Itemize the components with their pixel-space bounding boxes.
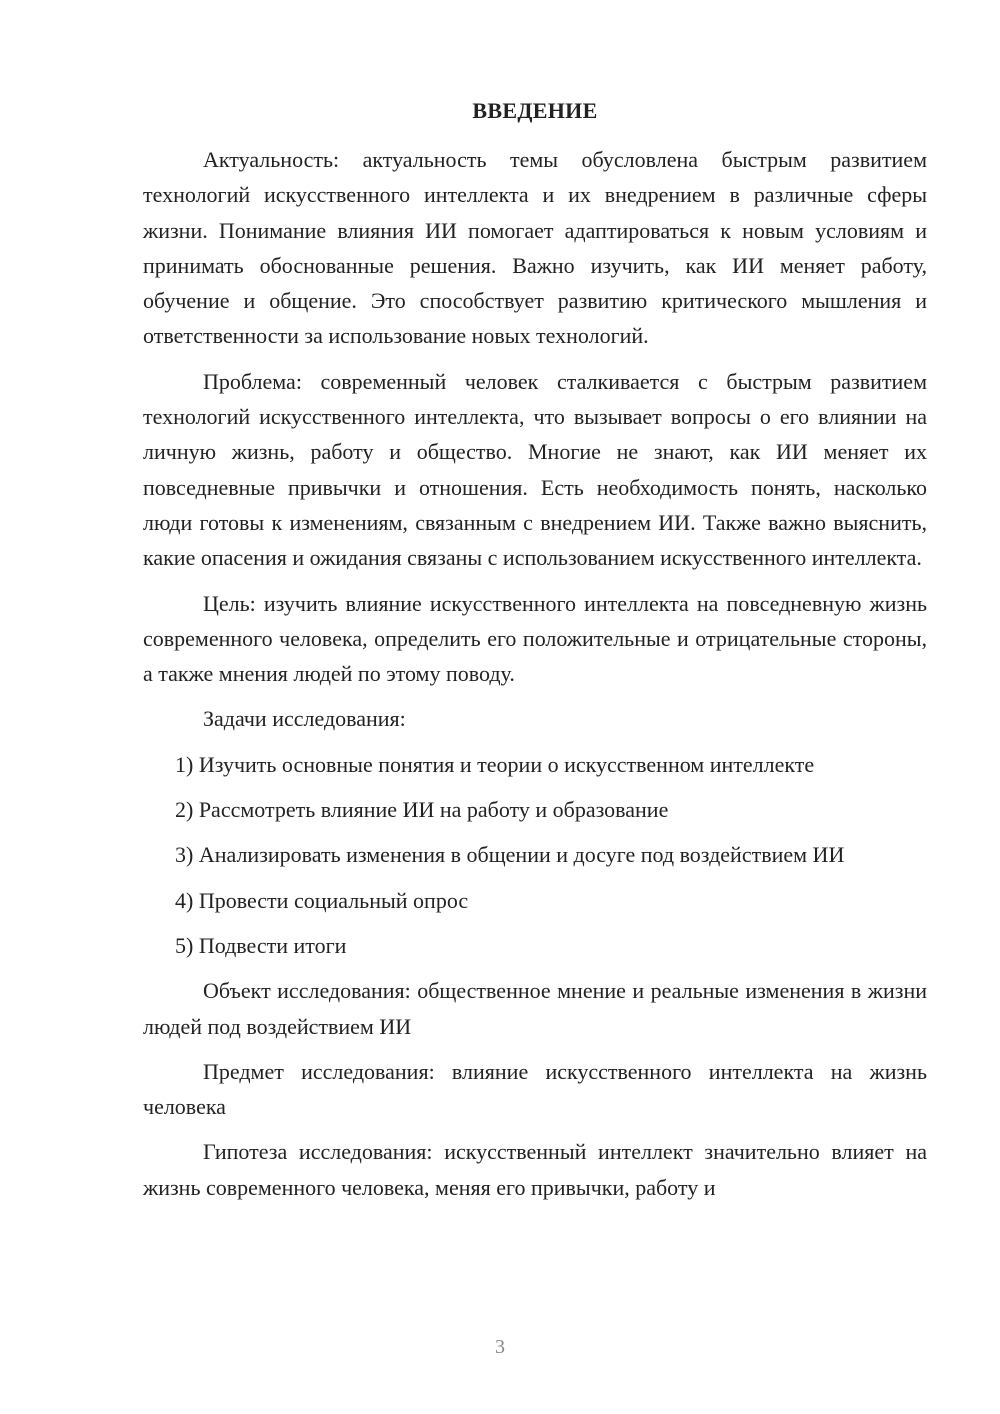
task-item-5: 5) Подвести итоги: [175, 932, 347, 958]
paragraph-subject: Предмет исследования: влияние искусственного интеллекта на жизнь человека: [143, 1058, 927, 1120]
task-item-3: 3) Анализировать изменения в общении и досуге под воздействием ИИ: [175, 842, 845, 868]
task-item-2: 2) Рассмотреть влияние ИИ на работу и образование: [175, 797, 669, 823]
paragraph-problem: Проблема: современный человек сталкивается с быстрым развитием технологий искусственного интеллекта, что вызывает вопросы о его влиянии на личную жизнь, работу и общество. Многие не знают, как ИИ меняет их повседневные привычки и отношения. Есть необходимость понять, насколько люди готовы к изменениям, связанным с внедрением ИИ. Также важно выяснить, какие опасения и ожидания связаны с использованием искусственного интеллекта.: [143, 368, 927, 571]
paragraph-object: Объект исследования: общественное мнение и реальные изменения в жизни людей под воздействием ИИ: [143, 978, 927, 1039]
tasks-heading: Задачи исследования:: [203, 706, 406, 732]
task-item-4: 4) Провести социальный опрос: [175, 887, 469, 913]
document-body: [143, 142, 927, 1205]
page-title: ВВЕДЕНИЕ: [472, 98, 598, 123]
paragraph-goal: Цель: изучить влияние искусственного интеллекта на повседневную жизнь современного человека, определить его положительные и отрицательные стороны, а также мнения людей по этому поводу.: [143, 590, 927, 687]
page-number: 3: [495, 1336, 505, 1358]
paragraph-relevance: Актуальность: актуальность темы обусловлена быстрым развитием технологий искусственного интеллекта и их внедрением в различные сферы жизни. Понимание влияния ИИ помогает адаптироваться к новым условиям и принимать обоснованные решения. Важно изучить, как ИИ меняет работу, обучение и общение. Это способствует развитию критического мышления и ответственности за использование новых технологий.: [143, 147, 927, 349]
task-item-1: 1) Изучить основные понятия и теории о искусственном интеллекте: [175, 751, 815, 777]
tasks-list: [143, 747, 927, 963]
paragraph-hypothesis: Гипотеза исследования: искусственный интеллект значительно влияет на жизнь современного человека, меняя его привычки, работу и: [143, 1139, 927, 1200]
